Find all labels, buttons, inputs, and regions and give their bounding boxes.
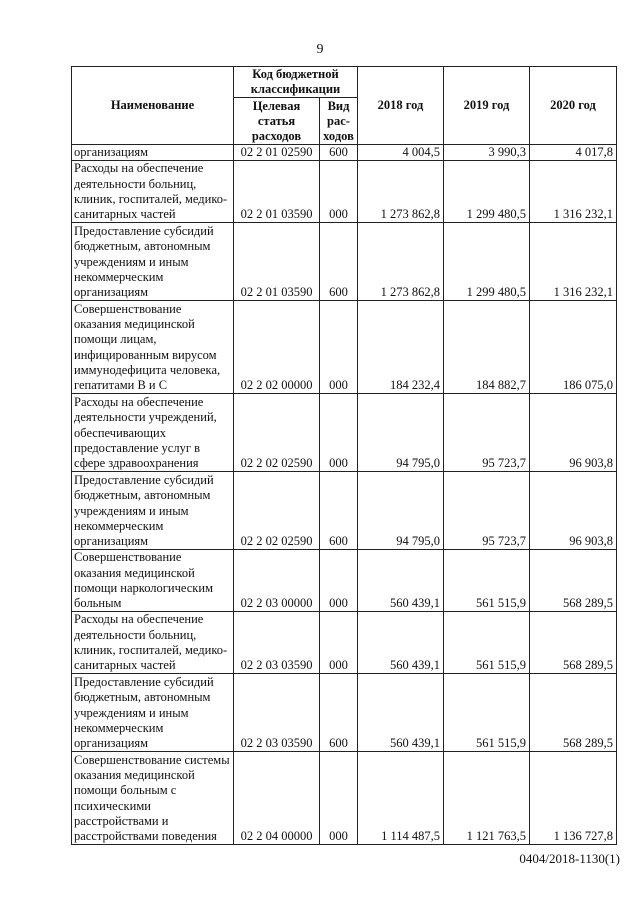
header-target: Целевая статья расходов [234, 98, 320, 145]
row-vid: 600 [320, 674, 358, 752]
header-row [72, 67, 617, 98]
header-name: Наименование [72, 67, 234, 145]
row-value-2018: 184 232,4 [358, 301, 444, 394]
row-code: 02 2 04 00000 [234, 752, 320, 845]
row-code: 02 2 02 00000 [234, 301, 320, 394]
row-name: Предоставление субсидий бюджетным, автономным учреждениям и иным некоммерческим организациям [72, 223, 234, 301]
row-vid: 000 [320, 161, 358, 223]
table-row [72, 161, 617, 223]
row-value-2020: 4 017,8 [530, 145, 617, 161]
row-value-2018: 94 795,0 [358, 472, 444, 550]
row-name: Расходы на обеспечение деятельности учреждений, обеспечивающих предоставление услуг в сфере здравоохранения [72, 394, 234, 472]
row-value-2018: 1 114 487,5 [358, 752, 444, 845]
row-value-2019: 561 515,9 [444, 612, 530, 674]
row-value-2018: 560 439,1 [358, 612, 444, 674]
row-vid: 600 [320, 223, 358, 301]
row-value-2019: 3 990,3 [444, 145, 530, 161]
row-value-2020: 96 903,8 [530, 472, 617, 550]
row-name: Предоставление субсидий бюджетным, автономным учреждениям и иным некоммерческим организациям [72, 472, 234, 550]
row-code: 02 2 03 00000 [234, 550, 320, 612]
header-2018: 2018 год [358, 67, 444, 145]
row-value-2020: 568 289,5 [530, 550, 617, 612]
row-value-2018: 1 273 862,8 [358, 223, 444, 301]
table-row [72, 223, 617, 301]
row-code: 02 2 01 03590 [234, 161, 320, 223]
row-value-2020: 1 316 232,1 [530, 161, 617, 223]
table-row [72, 301, 617, 394]
row-value-2019: 1 299 480,5 [444, 161, 530, 223]
row-value-2019: 1 121 763,5 [444, 752, 530, 845]
row-vid: 000 [320, 550, 358, 612]
row-vid: 000 [320, 612, 358, 674]
row-code: 02 2 03 03590 [234, 674, 320, 752]
header-code-group: Код бюджетной классификации [234, 67, 358, 98]
row-value-2019: 1 299 480,5 [444, 223, 530, 301]
row-value-2020: 1 136 727,8 [530, 752, 617, 845]
row-value-2020: 568 289,5 [530, 612, 617, 674]
table-row [72, 550, 617, 612]
row-code: 02 2 03 03590 [234, 612, 320, 674]
row-code: 02 2 01 02590 [234, 145, 320, 161]
header-2019: 2019 год [444, 67, 530, 145]
row-value-2020: 186 075,0 [530, 301, 617, 394]
table-row [72, 752, 617, 845]
row-vid: 000 [320, 301, 358, 394]
row-value-2019: 95 723,7 [444, 472, 530, 550]
row-value-2018: 560 439,1 [358, 674, 444, 752]
row-value-2019: 184 882,7 [444, 301, 530, 394]
table-row [72, 394, 617, 472]
row-vid: 000 [320, 394, 358, 472]
table-row [72, 145, 617, 161]
row-vid: 600 [320, 145, 358, 161]
row-name: Расходы на обеспечение деятельности больниц, клиник, госпиталей, медико-санитарных частей [72, 612, 234, 674]
row-value-2019: 561 515,9 [444, 550, 530, 612]
row-name: организациям [72, 145, 234, 161]
table-row [72, 674, 617, 752]
row-name: Совершенствование оказания медицинской помощи лицам, инфицированным вирусом иммунодефицита человека, гепатитами В и С [72, 301, 234, 394]
row-code: 02 2 02 02590 [234, 394, 320, 472]
document-number: 0404/2018-1130(1) [519, 851, 620, 866]
row-name: Совершенствование оказания медицинской помощи наркологическим больным [72, 550, 234, 612]
row-code: 02 2 01 03590 [234, 223, 320, 301]
row-value-2020: 568 289,5 [530, 674, 617, 752]
row-code: 02 2 02 02590 [234, 472, 320, 550]
row-value-2018: 4 004,5 [358, 145, 444, 161]
table-body [72, 145, 617, 845]
row-name: Предоставление субсидий бюджетным, автономным учреждениям и иным некоммерческим организациям [72, 674, 234, 752]
row-value-2018: 560 439,1 [358, 550, 444, 612]
budget-table [71, 66, 617, 845]
header-2020: 2020 год [530, 67, 617, 145]
page-number: 9 [316, 42, 324, 57]
row-value-2018: 94 795,0 [358, 394, 444, 472]
table-row [72, 612, 617, 674]
header-vid: Вид рас-ходов [320, 98, 358, 145]
row-value-2019: 95 723,7 [444, 394, 530, 472]
row-name: Расходы на обеспечение деятельности больниц, клиник, госпиталей, медико-санитарных частей [72, 161, 234, 223]
row-name: Совершенствование системы оказания медицинской помощи больным с психическими расстройствами и расстройствами поведения [72, 752, 234, 845]
row-vid: 600 [320, 472, 358, 550]
table-row [72, 472, 617, 550]
row-value-2018: 1 273 862,8 [358, 161, 444, 223]
row-value-2020: 1 316 232,1 [530, 223, 617, 301]
row-vid: 000 [320, 752, 358, 845]
row-value-2019: 561 515,9 [444, 674, 530, 752]
row-value-2020: 96 903,8 [530, 394, 617, 472]
